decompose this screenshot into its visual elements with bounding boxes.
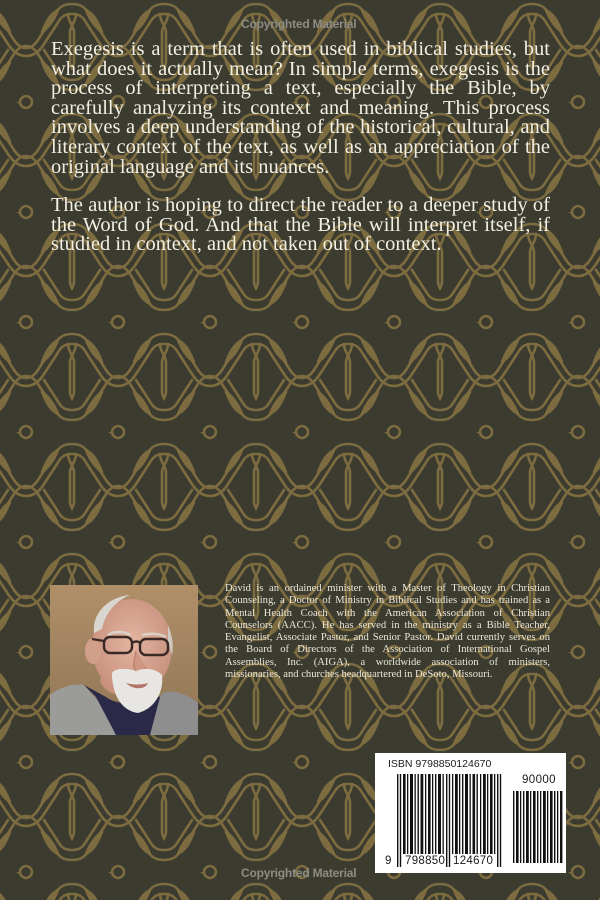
isbn-lead-digit: 9 bbox=[385, 855, 392, 867]
isbn-digit-group-2: 124670 bbox=[453, 855, 494, 867]
ean13-barcode-bars bbox=[397, 774, 502, 867]
isbn-label: ISBN 9798850124670 bbox=[388, 758, 492, 770]
isbn-barcode bbox=[375, 753, 566, 873]
author-bio: David is an ordained minister with a Master of Theology in Christian Counseling, a Doctor of Ministry in Biblical Studies and has trained as a Mental Health Coach with the American Association of Christian Counselors (AACC). He has served in the ministry as a Bible Teacher, Evangelist, Associate Pastor, and Senior Pastor. David currently serves on the Board of Directors of the Association of International Gospel Assemblies, Inc. (AIGA), a worldwide association of ministers, missionaries, and churches headquartered in DeSoto, Missouri. bbox=[225, 583, 550, 681]
blurb-paragraph-2: The author is hoping to direct the reader to a deeper study of the Word of God. And that the Bible will interpret itself, if studied in context, and not taken out of context. bbox=[51, 194, 550, 256]
addon-barcode-bars bbox=[513, 791, 563, 863]
blurb-paragraph-1: Exegesis is a term that is often used in biblical studies, but what does it actually mean? In simple terms, exegesis is the process of interpreting a text, especially the Bible, by carefully analyzing its context and meaning. This process involves a deep understanding of the historical, cultural, and literary context of the text, as well as an appreciation of the original language and its nuances. bbox=[51, 38, 550, 178]
author-portrait-illustration bbox=[50, 585, 198, 735]
author-photo bbox=[50, 585, 198, 735]
price-addon-label: 90000 bbox=[522, 774, 556, 786]
isbn-digit-group-1: 798850 bbox=[405, 855, 446, 867]
copyright-watermark-top: Copyrighted Material bbox=[241, 17, 357, 31]
copyright-watermark-bottom: Copyrighted Material bbox=[241, 866, 357, 880]
back-cover-blurb bbox=[51, 40, 550, 255]
